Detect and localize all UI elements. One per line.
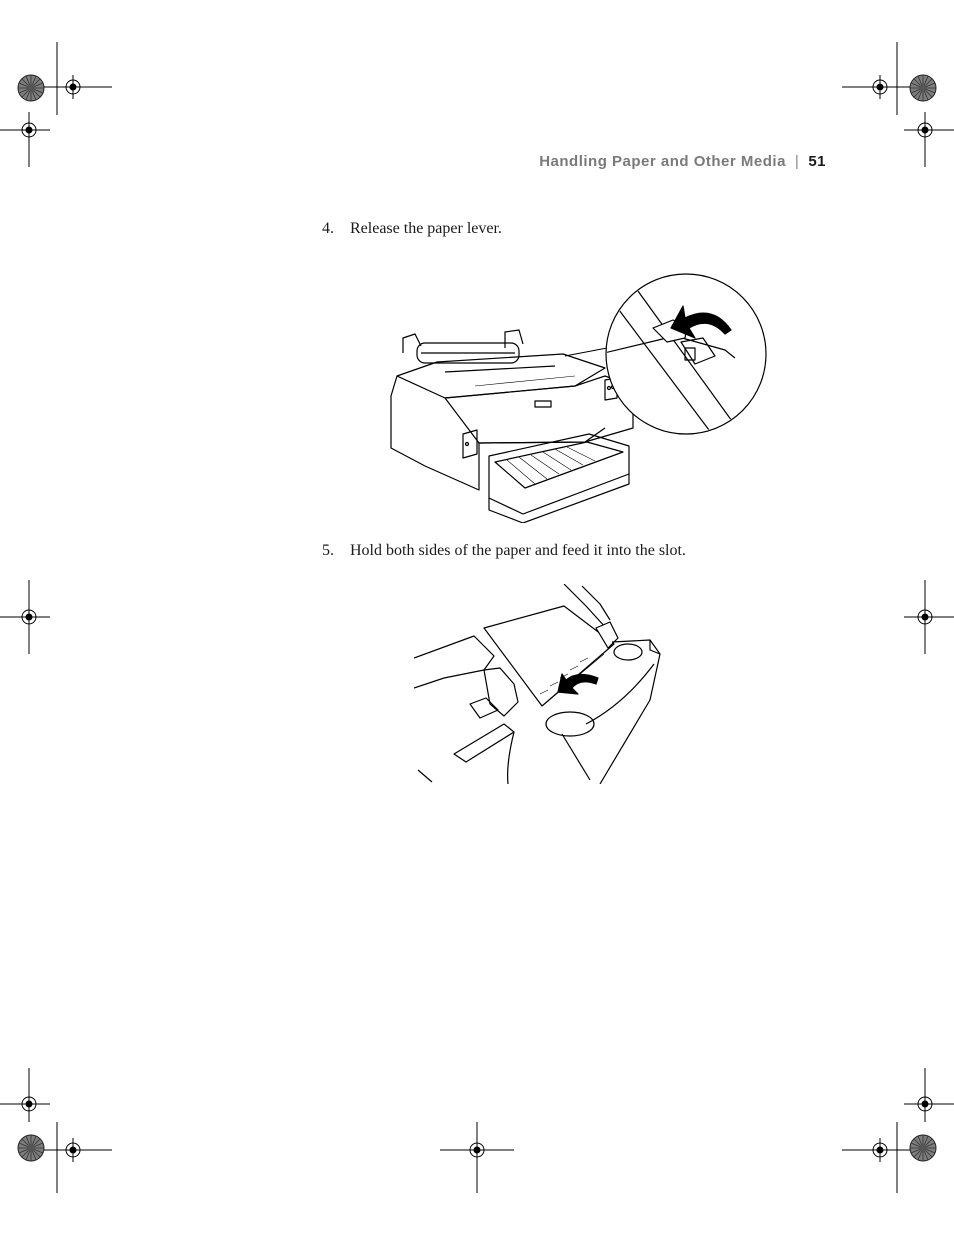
step-number: 4. [322,220,334,237]
section-title: Handling Paper and Other Media [539,153,786,170]
printer-paper-lever-illustration [385,258,775,523]
step-4 [322,220,502,238]
running-header [539,153,826,170]
step-text: Hold both sides of the paper and feed it into the slot. [350,542,686,559]
header-separator: | [794,153,800,170]
step-text: Release the paper lever. [350,220,502,237]
step-5 [322,542,686,560]
page-number: 51 [808,153,826,170]
hands-feeding-paper-illustration [414,584,664,784]
step-number: 5. [322,542,334,559]
